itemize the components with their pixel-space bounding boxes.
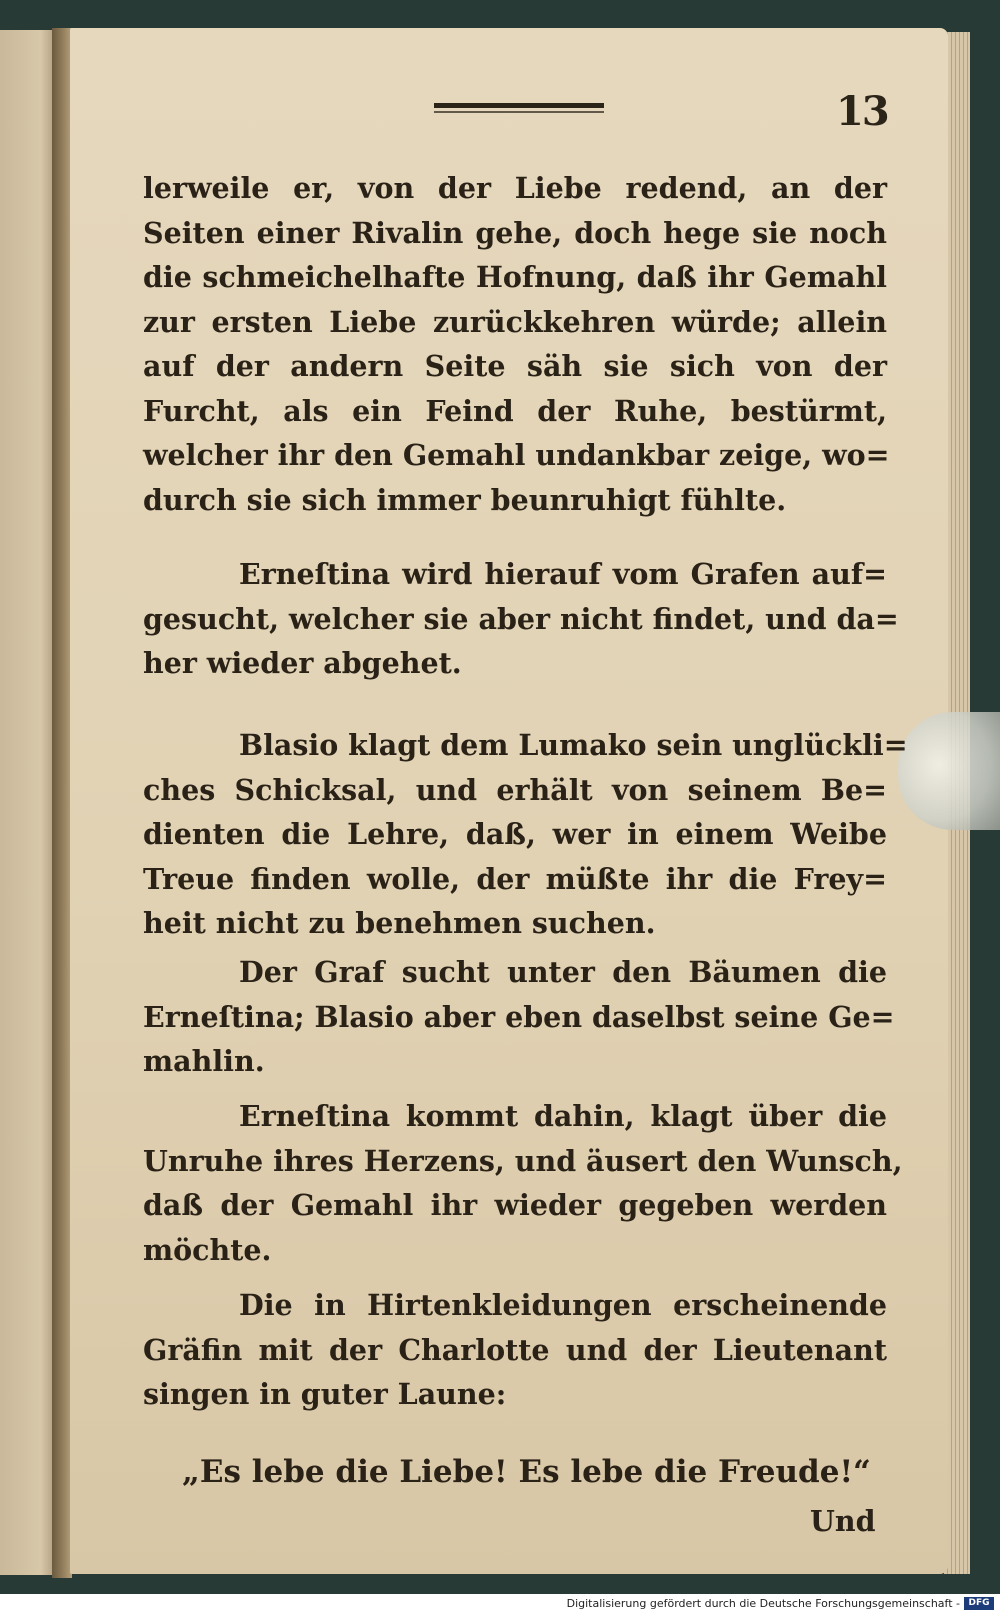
paragraph-6: [143, 1283, 887, 1417]
text-line: durch sie sich immer beunruhigt fühlte.: [143, 482, 787, 517]
catchword: Und: [810, 1504, 876, 1538]
text-line: ches Schicksal, und erhält von seinem Be=: [143, 772, 887, 807]
page-clip: [898, 712, 1000, 830]
text-line: Furcht, als ein Feind der Ruhe, bestürmt,: [143, 393, 887, 428]
paragraph-5: [143, 1094, 903, 1272]
text-line: Seiten einer Rivalin gehe, doch hege sie noch: [143, 215, 887, 250]
text-line: Unruhe ihres Herzens, und äusert den Wunsch,: [143, 1143, 903, 1178]
text-line: die schmeichelhafte Hofnung, daß ihr Gemahl: [143, 260, 887, 294]
text-line: welcher ihr den Gemahl undankbar zeige, wo=: [143, 438, 890, 472]
text-line: Die in Hirtenkleidungen erscheinende: [239, 1288, 887, 1322]
text-line: her wieder abgehet.: [143, 646, 462, 680]
footer-credit: Digitalisierung gefördert durch die Deutsche Forschungsgemeinschaft -: [566, 1597, 960, 1610]
page-number: 13: [836, 88, 888, 135]
header-ornament-rule: [434, 103, 604, 121]
text-line: Erneſtina kommt dahin, klagt über die: [239, 1099, 887, 1133]
text-line: daß der Gemahl ihr wieder gegeben werden: [143, 1188, 887, 1222]
text-line: mahlin.: [143, 1044, 265, 1078]
text-line: Blasio klagt dem Lumako sein unglückli=: [239, 728, 908, 762]
paragraph-4: [143, 950, 895, 1084]
text-line: Treue finden wolle, der müßte ihr die Frey=: [143, 861, 887, 896]
text-line: Erneſtina; Blasio aber eben daselbst seine Ge=: [143, 999, 895, 1034]
text-line: singen in guter Laune:: [143, 1377, 507, 1411]
book-gutter: [52, 28, 72, 1578]
text-line: möchte.: [143, 1232, 272, 1267]
text-line: Erneſtina wird hierauf vom Grafen auf=: [239, 557, 887, 591]
previous-page-edge: [0, 30, 58, 1575]
paragraph-1: [143, 166, 890, 522]
text-line: lerweile er, von der Liebe redend, an der: [143, 171, 887, 205]
paragraph-2: [143, 552, 899, 686]
dfg-logo: DFG: [964, 1597, 994, 1610]
text-line: Der Graf sucht unter den Bäumen die: [239, 955, 887, 989]
text-line: zur ersten Liebe zurückkehren würde; allein: [143, 304, 887, 339]
text-line: gesucht, welcher sie aber nicht findet, und da=: [143, 601, 899, 636]
text-line: auf der andern Seite säh sie sich von der: [143, 349, 887, 383]
text-line: Gräfin mit der Charlotte und der Lieutenant: [143, 1332, 887, 1367]
song-quote: „Es lebe die Liebe! Es lebe die Freude!“: [182, 1454, 871, 1490]
text-line: dienten die Lehre, daß, wer in einem Weibe: [143, 817, 887, 851]
text-line: heit nicht zu benehmen suchen.: [143, 906, 656, 940]
paragraph-3: [143, 723, 908, 946]
